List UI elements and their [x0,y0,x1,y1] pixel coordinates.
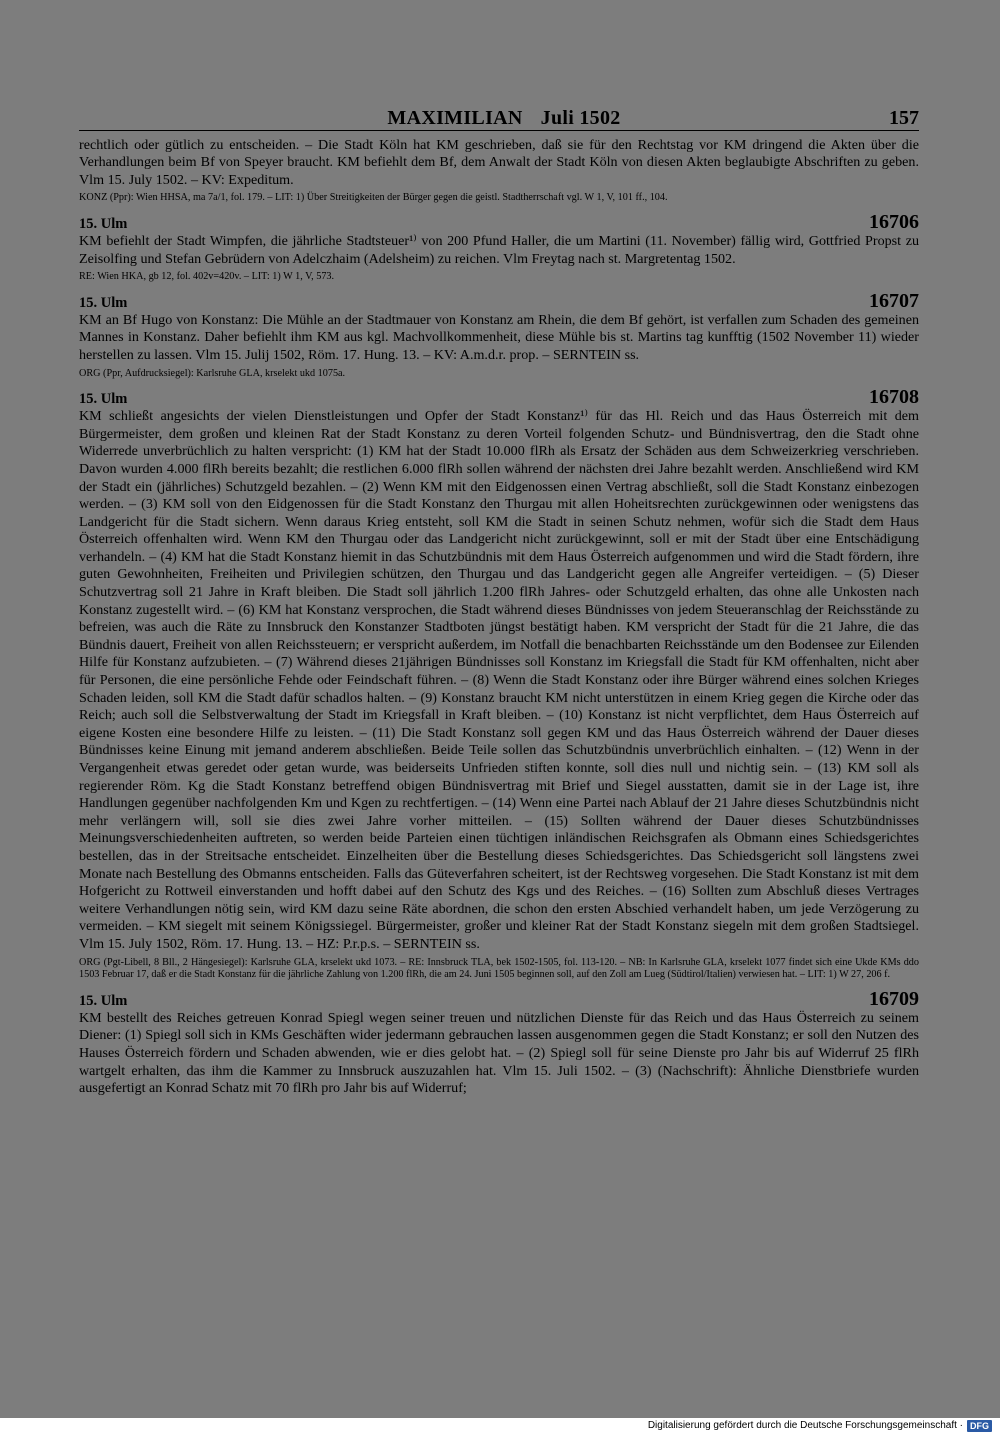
running-head-date: Juli 1502 [540,107,621,129]
footer-credit [648,1419,992,1433]
entry-text: KM an Bf Hugo von Konstanz: Die Mühle an der Stadtmauer von Konstanz am Rhein, die dem Bf gehört, ist verfallen zum Schaden des gemeinen Mannes in Konstanz. Daher befiehlt ihm KM aus kgl. Machvollkommenheit, diese Mühle bis st. Martins tag kunfftig (1502 November 11) wieder herstellen zu lassen. Vlm 15. Julij 1502, Röm. 17. Hung. 13. – KV: A.m.d.r. prop. – SERNTEIN ss. [79,311,919,363]
entry-16706 [79,210,919,284]
entry-text: KM befiehlt der Stadt Wimpfen, die jährliche Stadtsteuer¹⁾ von 200 Pfund Haller, die um Martini (11. November) fällig wird, Gottfried Propst zu Zeisolfing und Stefan Gebrüdern von Adelczhaim (Adelsheim) zu reichen. Vlm Freytag nach st. Margretentag 1502. [79,232,919,267]
entry-place: 15. Ulm [79,294,128,311]
running-head-name: MAXIMILIAN [387,107,523,129]
page-content [79,107,919,1098]
entry-number: 16708 [869,386,919,409]
entry-place: 15. Ulm [79,215,128,232]
running-head [79,107,919,131]
entry-text: KM schließt angesichts der vielen Dienstleistungen und Opfer der Stadt Konstanz¹⁾ für das Hl. Reich und das Haus Österreich mit dem Bürgermeister, dem großen und kleinen Rat der Stadt Konstanz zu deren Vorteil folgenden Schutz- und Bündnisvertrag, den die Stadt ohne Widerrede unverbrüchlich zu halten verspricht: (1) KM hat der Stadt 10.000 flRh als Ersatz der Schäden aus dem Schweizerkrieg verschrieben. Davon wurden 4.000 flRh bereits bezahlt; die restlichen 6.000 flRh sollen während der nächsten drei Jahre bezahlt werden. Anschließend wird KM der Stadt ein (jährliches) Schutzgeld bezahlen. – (2) Wenn KM mit den Eidgenossen einen Vertrag abschließt, soll die Stadt Konstanz einbezogen werden. – (3) KM soll von den Eidgenossen für die Stadt Konstanz den Thurgau mit allen Hoheitsrechten zurückgewinnen oder wenigstens das Landgericht für die Stadt sichern. Wenn daraus Krieg entsteht, soll KM die Stadt in seinen Schutz nehmen, wofür sich die Stadt dem Haus Österreich offenhalten wird. Wenn KM den Thurgau oder das Landgericht nicht zurückgewinnt, soll er mit der Stadt über eine Entschädigung verhandeln. – (4) KM hat die Stadt Konstanz hiemit in das Schutzbündnis mit dem Haus Österreich aufgenommen und wird die Stadt fördern, ihre guten Gewohnheiten, Freiheiten und Privilegien schützen, den Thurgau und das Landgericht gegen alle Angreifer verteidigen. – (5) Dieser Schutzvertrag soll 21 Jahre in Kraft bleiben. Die Stadt soll jährlich 1.200 flRh Jahres- oder Schutzgeld erhalten, das ohne alle Unkosten nach Konstanz zugestellt wird. – (6) KM hat Konstanz versprochen, die Stadt während dieses Bündnisses von jedem Steueranschlag der Reichsstände zu befreien, was auch die Räte zu Innsbruck den Konstanzer Stadtboten jüngst bestätigt haben. KM verspricht der Stadt für die 21 Jahre, die das Bündnis dauert, Freiheit von allen Reichssteuern; er verspricht außerdem, im Notfall die benachbarten Reichsstände um den Bodensee zur Eilenden Hilfe für Konstanz aufzubieten. – (7) Während dieses 21jährigen Bündnisses soll Konstanz im Kriegsfall die Stadt für KM offenhalten, nicht aber für Personen, die eine persönliche Fehde oder Feindschaft führen. – (8) Wenn die Stadt Konstanz oder ihre Bürger während eines solchen Krieges Schaden leiden, soll KM die Stadt dafür schadlos halten. – (9) Konstanz braucht KM nicht unterstützen in einem Krieg gegen die Kirche oder das Reich; auch soll die Selbstverwaltung der Stadt im Kriegsfall in Kraft bleiben. – (10) Konstanz ist nicht verpflichtet, dem Haus Österreich auf eigene Kosten eine besondere Hilfe zu leisten. – (11) Die Stadt Konstanz soll gegen KM und das Haus Österreich während der Dauer dieses Bündnisses keine Einung mit jemand anderem abschließen. Beide Teile sollen das Schutzbündnis unverbrüchlich einhalten. – (12) Wenn in der Vergangenheit etwas geredet oder getan wurde, was beiderseits Unfrieden stiften konnte, soll dies null und nichtig sein. – (13) KM soll als regierender Röm. Kg die Stadt Konstanz betreffend obigen Bündnisvertrag mit Brief und Siegel ausstatten, damit sie in der Lage ist, ihre Handlungen gegenüber nachfolgenden Km und Kgen zu rechtfertigen. – (14) Wenn eine Partei nach Ablauf der 21 Jahre dieses Schutzbündnis nicht mehr verlängern will, soll sie dies zwei Jahre vorher mitteilen. – (15) Sollten während der Dauer dieses Schutzbündnisses Meinungsverschiedenheiten auftreten, so werden beide Parteien einen tüchtigen inländischen Reichsgrafen als Obmann eines Schiedsgerichtes bestellen, das in der Streitsache entscheidet. Einzelheiten über die Bestellung dieses Schiedsgerichtes. Das Schiedsgericht soll längstens zwei Monate nach Bestellung des Obmanns entscheiden. Falls das Güteverfahren scheitert, ist der Rechtsweg vorgesehen. Die Stadt Konstanz ist mit dem Hofgericht zu Rottweil einverstanden und hofft dabei auf den Schutz des Kgs und des Reiches. – (16) Sollten zum Abschluß dieses Vertrages weitere Verhandlungen nötig sein, wird KM dazu seine Räte abordnen, die schon den ersten Abschied verhandelt haben, um jede Verzögerung zu vermeiden. – KM siegelt mit seinem Königssiegel. Bürgermeister, großer und kleiner Rat der Stadt Konstanz siegeln mit dem großen Stadtsiegel. Vlm 15. July 1502, Röm. 17. Hung. 13. – HZ: P.r.p.s. – SERNTEIN ss. [79,408,919,952]
entry-source: RE: Wien HKA, gb 12, fol. 402v=420v. – LIT: 1) W 1, V, 573. [79,271,335,283]
entry-16708 [79,388,919,982]
entry-head [79,289,919,312]
continuation-text: rechtlich oder gütlich zu entscheiden. – Die Stadt Köln hat KM geschrieben, daß sie für den Rechtstag vor KM dringend die Akten über die Verhandlungen beim Bf von Speyer braucht. KM befiehlt dem Bf, dem Anwalt der Stadt Köln von diesen Akten beglaubigte Abschriften zu geben. Vlm 15. July 1502. – KV: Expeditum. [79,136,919,188]
entry-head [79,987,919,1010]
entry-16707 [79,289,919,380]
continuation-source: KONZ (Ppr): Wien HHSA, ma 7a/1, fol. 179. – LIT: 1) Über Streitigkeiten der Bürger gegen die geistl. Stadtherrschaft vgl. W 1, V, 101 ff., 104. [79,192,668,204]
entry-number: 16706 [869,210,919,233]
page-number: 157 [889,107,919,129]
footer-text: Digitalisierung gefördert durch die Deutsche Forschungsgemeinschaft · [647,1420,963,1431]
entry-place: 15. Ulm [79,992,128,1009]
entry-number: 16709 [869,987,919,1010]
dfg-logo-icon: DFG [967,1420,992,1432]
entry-head [79,388,919,408]
entry-text: KM bestellt des Reiches getreuen Konrad Spiegl wegen seiner treuen und nützlichen Dienste für das Reich und das Haus Österreich zu seinem Diener: (1) Spiegl soll sich in KMs Geschäften wider jedermann gebrauchen lassen ausgenommen gegen die Stadt Konstanz; er soll den Nutzen des Hauses Österreich fördern und Schaden abwenden, wie er dies gelobt hat. – (2) Spiegl soll für seine Dienste pro Jahr bis auf Widerruf 25 flRh wartgelt erhalten, das ihm die Kammer zu Innsbruck auszuzahlen hat. Vlm 15. Juli 1502. – (3) (Nachschrift): Ähnliche Dienstbriefe wurden ausgefertigt an Konrad Schatz mit 70 flRh pro Jahr bis auf Widerruf; [79,1009,919,1097]
running-head-title [387,107,621,129]
entry-source: ORG (Pgt-Libell, 8 Bll., 2 Hängesiegel): Karlsruhe GLA, krselekt ukd 1073. – RE: Innsbruck TLA, bek 1502-1505, fol. 113-120. – NB: In Karlsruhe GLA, krselekt 1077 findet sich eine Ukde KMs ddo 1503 Februar 17, daß er die Stadt Konstanz für die jährliche Zahlung von 1.200 flRh, die am 24. Juni 1505 beginnen soll, auf den Zoll am Lueg (Südtirol/Italien) verwiesen hat. – LIT: 1) W 27, 206 f. [79,956,919,981]
entry-number: 16707 [869,289,919,312]
entry-source: ORG (Ppr, Aufdrucksiegel): Karlsruhe GLA, krselekt ukd 1075a. [79,367,346,379]
entry-head [79,210,919,233]
entry-16709 [79,987,919,1098]
entry-place: 15. Ulm [79,391,128,408]
